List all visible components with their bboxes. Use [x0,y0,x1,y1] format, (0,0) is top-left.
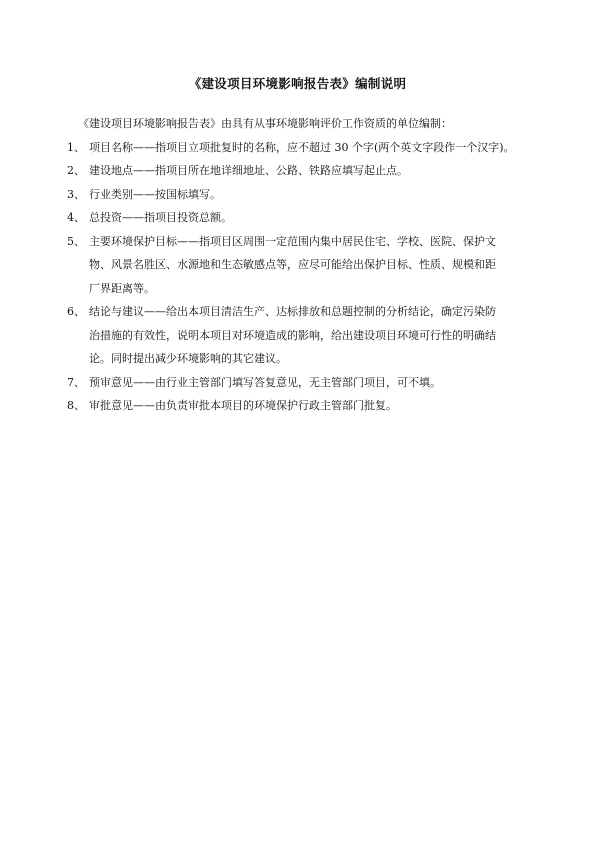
list-item-6 [67,300,542,371]
item-text [89,300,542,371]
intro-paragraph: 《建设项目环境影响报告表》由具有从事环境影响评价工作资质的单位编制： [78,117,452,130]
item-line: 论。同时提出减少环境影响的其它建议。 [89,352,287,365]
item-number: 1、 [67,140,85,154]
item-number: 4、 [67,211,85,224]
item-number: 7、 [67,375,85,389]
item-text [89,206,542,230]
item-line: 结论与建议——给出本项目清洁生产、达标排放和总题控制的分析结论，确定污染防 [89,305,496,318]
list-item-8 [67,394,542,418]
item-line: 项目名称——指项目立项批复时的名称，应不超过 30 个字(两个英文字段作一个汉字)。 [89,140,515,154]
item-text [89,159,542,183]
item-line: 审批意见——由负责审批本项目的环境保护行政主管部门批复。 [89,399,397,412]
item-line: 总投资——指项目投资总额。 [89,211,232,224]
item-line: 主要环境保护目标——指项目区周围一定范围内集中居民住宅、学校、医院、保护文 [89,234,496,248]
item-line: 物、风景名胜区、水源地和生态敏感点等，应尽可能给出保护目标、性质、规模和距 [89,258,496,271]
item-number: 2、 [67,164,85,177]
item-line: 预审意见——由行业主管部门填写答复意见，无主管部门项目，可不填。 [89,375,441,389]
item-number: 6、 [67,305,85,318]
list-item-5 [67,230,542,301]
list-item-3 [67,183,542,207]
list-item-2 [67,159,542,183]
item-text [89,136,542,160]
item-number: 8、 [67,399,85,412]
item-line: 行业类别——按国标填写。 [89,187,221,201]
list-item-7 [67,371,542,395]
item-text [89,183,542,207]
document-title: 《建设项目环境影响报告表》编制说明 [188,76,407,91]
item-line: 治措施的有效性，说明本项目对环境造成的影响，给出建设项目环境可行性的明确结 [89,328,496,342]
item-line: 建设地点——指项目所在地详细地址、公路、铁路应填写起止点。 [89,164,408,177]
list-item-1 [67,136,542,160]
document-body [67,112,542,418]
item-text [89,371,542,395]
list-item-4 [67,206,542,230]
item-text [89,394,542,418]
item-text [89,230,542,301]
item-line: 厂界距离等。 [89,281,155,295]
item-number: 3、 [67,187,85,201]
item-number: 5、 [67,234,85,248]
